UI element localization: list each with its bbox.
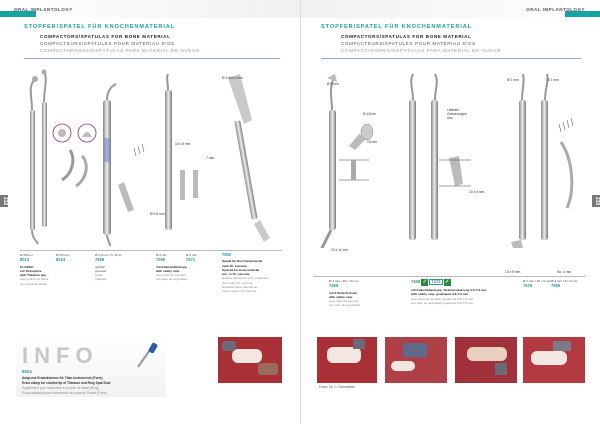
info-code: 9624	[22, 369, 32, 374]
dim-label: 10 x 6 mm	[469, 190, 485, 194]
dim-label: Ø 3 mm	[327, 82, 339, 86]
subtitle-es: COMPACTADORES/ESPÁTULAS PARA MATERIAL DE HUESO	[341, 48, 501, 53]
tip-detail-circles	[53, 124, 96, 186]
dim-label: Ø 2 mm	[547, 78, 559, 82]
graduated-tip-detail	[439, 156, 471, 186]
product-item: Ø 4/5 mm 8014	[56, 253, 86, 265]
subtitle-es: COMPACTADORES/ESPÁTULAS PARA MATERIAL DE HUESO	[40, 48, 200, 53]
dim-label: 7 mm	[206, 156, 215, 160]
subtitle-fr: COMPACTEURS/SPATULES POUR MATÉRIAU D'OS	[40, 41, 175, 46]
instrument-7576	[511, 74, 526, 248]
title-divider	[24, 58, 280, 59]
product-list	[20, 250, 282, 306]
dim-label: 18 mm	[367, 140, 378, 144]
instrument-7468	[409, 74, 438, 240]
dim-label: Ø 3 mm 4 mm	[222, 76, 243, 80]
subtitle-en: COMPACTORS/SPATULAS FOR BONE MATERIAL	[341, 34, 472, 39]
product-item: Ø 3 mm 7290 mit Kükenfaltenkopp with safety stop avec arrêt de sécurité con tope de seguridad	[156, 253, 196, 282]
product-code: 7290	[156, 257, 166, 263]
subtitle-fr: COMPACTEURS/SPATULES POUR MATÉRIAU D'OS	[341, 41, 476, 46]
product-code: 7576	[523, 283, 533, 289]
instrument-8013	[30, 76, 38, 244]
section-label: ORAL IMPLANTOLOGY	[14, 7, 73, 12]
product-list	[313, 276, 585, 322]
instrument-photos	[10, 60, 292, 248]
page-title: STOPFER/SPATEL FÜR KNOCHENMATERIAL	[321, 24, 472, 30]
clinical-photo	[317, 337, 377, 383]
check-icon: ✓	[422, 279, 427, 285]
dim-label: No. 4 mm	[557, 270, 572, 274]
product-code: 7289	[95, 257, 105, 263]
instrument-illustration	[309, 60, 591, 248]
product-code: 7472	[431, 279, 441, 284]
right-page	[300, 0, 600, 424]
product-code: 7469	[329, 283, 339, 289]
clinical-photo	[523, 337, 585, 383]
clinical-photo	[385, 337, 447, 383]
product-code: 7592	[222, 252, 232, 257]
instrument-illustration	[10, 60, 292, 248]
page-number: 232	[2, 197, 8, 206]
dim-label: Ø 12mm	[363, 112, 376, 116]
page-title: STOPFER/SPATEL FÜR KNOCHENMATERIAL	[24, 24, 175, 30]
instrument-8014	[42, 70, 48, 228]
product-code: 7468	[411, 279, 421, 284]
dim-label: Ø 0.6 mm	[150, 212, 165, 216]
page-number: 233	[594, 197, 600, 206]
product-item: 7592 Spatel für Knochenmaterial nach Dr. Laconte Spatula for bone material acc. to Dr. Laconte Spatule d'insertion pour matériaux d'os selon Dr. Laconte Espátula para material de hueso según Dr. Laconte	[222, 253, 282, 294]
photo-credit: Fotos: Dr. D. Schmiedek	[319, 385, 355, 389]
check-icon: ✓	[445, 279, 450, 285]
clamp-icon	[134, 341, 160, 371]
info-box: INFO 9624 Aufgrund Ersatzklemme für Titan-Instrumente (Form) Extra clamp for cradled tip of Titanium and Ring Spat Stud Supplément pour instrument en pointe de titane (Ring) Pinza adicional para instrumento de punta de Titanio (Form)	[16, 337, 166, 397]
product-item: Ø 4 mm 7471	[186, 253, 216, 265]
title-divider	[321, 58, 581, 59]
dim-label: 15 x 11 mm	[331, 248, 348, 252]
product-item: Ø 3/5mm 8013 CLASSIC mit Titanspitze with Titanium tips avec pointe de titane con punta de titanio	[20, 253, 56, 286]
left-header	[0, 0, 300, 18]
dim-label: Laterale Gravierungen mm	[447, 108, 467, 120]
product-code: 8014	[56, 257, 66, 263]
instrument-7586	[541, 74, 573, 240]
instrument-7592	[228, 74, 270, 242]
product-code: 7586	[551, 283, 561, 289]
product-code: 7471	[186, 257, 196, 263]
product-item: Ø 3 mm / 8 x 6 mm 7586	[551, 279, 581, 291]
section-label: ORAL IMPLANTOLOGY	[526, 7, 585, 12]
instrument-7469	[321, 74, 337, 248]
product-item: Ø 3 mm / 15 x 10 mm 7469 mit 3 Kieferfortsatz with safety stop avec arrêt de sécurité con tope de seguridad	[329, 279, 379, 308]
instrument-7290	[165, 74, 198, 230]
right-header	[301, 0, 600, 18]
product-code: 8013	[20, 257, 30, 263]
instrument-photos	[309, 60, 591, 274]
info-heading: INFO	[22, 343, 99, 368]
dim-label: 13 x 9 mm	[505, 270, 521, 274]
subtitle-en: COMPACTORS/SPATULAS FOR BONE MATERIAL	[40, 34, 171, 39]
dim-label: 15 x 8 mm	[175, 142, 191, 146]
product-item: 7468 ✓ 7472 ✓ mit Kükenfaltenkopp, Tiefenmarkierung 3-6-7-9 mm with safety stop, graduated 3-6-7-9 mm avec arrêt de sécurité, gradué de 3-6-7-9 mm con tope de seguridad, graduado 3-6-7-9 mm	[411, 279, 487, 305]
clinical-photo	[218, 337, 282, 383]
product-item: Ø 2,6 mm / 5, 3mm 7289 geriffelt grooved gravé grabado	[95, 253, 145, 282]
product-item: Ø 2 mm / 15 x 9 mm 7576	[523, 279, 552, 289]
tamper-detail	[339, 124, 373, 180]
instrument-7289	[103, 84, 144, 246]
clinical-photo	[455, 337, 517, 383]
dim-label: Ø 2 mm	[507, 78, 519, 82]
